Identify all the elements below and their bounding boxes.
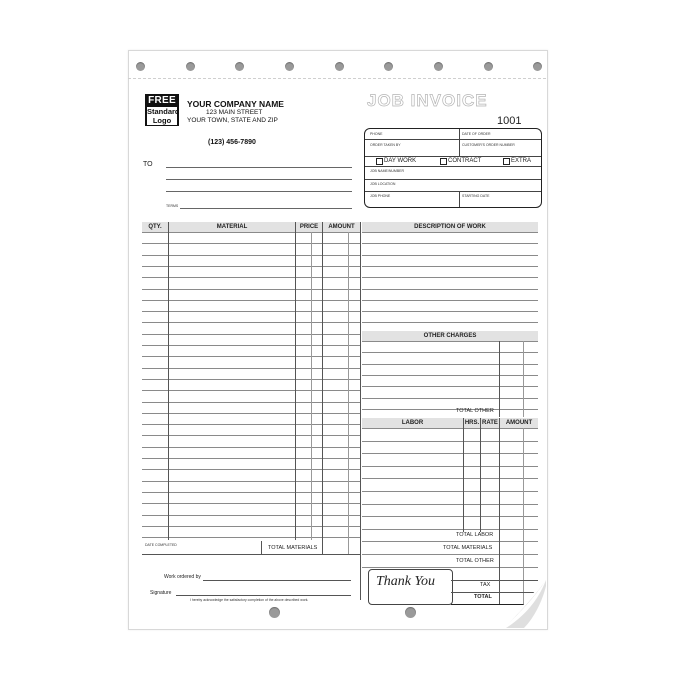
description-row-line bbox=[362, 322, 538, 323]
description-row-line bbox=[362, 428, 538, 429]
description-row-line bbox=[362, 243, 538, 244]
description-row-line bbox=[362, 352, 538, 353]
total-other-label: TOTAL OTHER bbox=[456, 408, 494, 414]
material-header: MATERIAL bbox=[169, 222, 295, 232]
description-row-line bbox=[362, 567, 538, 568]
date-completed-label: DATE COMPLETED bbox=[145, 543, 177, 547]
acknowledgement-text: I hereby acknowledge the satisfactory completion of the above described work. bbox=[190, 598, 309, 602]
punch-hole bbox=[269, 607, 280, 618]
description-row-line bbox=[362, 364, 538, 365]
company-street: 123 MAIN STREET bbox=[206, 109, 263, 116]
description-row-line bbox=[362, 554, 538, 555]
materials-row-line bbox=[142, 300, 360, 301]
description-row-line bbox=[362, 541, 538, 542]
total-labor-label: TOTAL LABOR bbox=[456, 532, 494, 538]
info-row-divider bbox=[365, 139, 541, 140]
materials-row-line bbox=[142, 413, 360, 414]
description-row-line bbox=[362, 341, 538, 342]
other-charges-header: OTHER CHARGES bbox=[362, 331, 538, 341]
summary-total-other-label: TOTAL OTHER bbox=[456, 558, 494, 564]
order-taken-by-label: ORDER TAKEN BY bbox=[370, 143, 401, 147]
labor-rate-divider bbox=[480, 418, 481, 532]
description-row-line bbox=[362, 504, 538, 505]
description-row-line bbox=[362, 386, 538, 387]
contract-checkbox[interactable] bbox=[440, 158, 447, 165]
qty-header: QTY. bbox=[142, 222, 168, 232]
contract-label: CONTRACT bbox=[448, 158, 482, 164]
page-curl bbox=[504, 578, 548, 630]
description-row-line bbox=[362, 491, 538, 492]
description-row-line bbox=[362, 409, 538, 410]
logo-line1: FREE bbox=[148, 95, 176, 106]
thank-you-text: Thank You bbox=[376, 574, 436, 589]
info-row-divider bbox=[365, 156, 541, 157]
materials-row-line bbox=[142, 277, 360, 278]
to-address-line[interactable] bbox=[166, 179, 352, 180]
materials-row-line bbox=[142, 481, 360, 482]
materials-row-line bbox=[142, 492, 360, 493]
materials-row-line bbox=[142, 526, 360, 527]
punch-hole bbox=[384, 62, 393, 71]
to-address-line[interactable] bbox=[166, 167, 352, 168]
price-column-divider bbox=[322, 222, 323, 554]
materials-row-line bbox=[142, 356, 360, 357]
description-row-line bbox=[362, 289, 538, 290]
materials-row-line bbox=[142, 537, 360, 538]
description-row-line bbox=[362, 466, 538, 467]
total-label: TOTAL bbox=[474, 594, 492, 600]
materials-row-line bbox=[142, 503, 360, 504]
other-charges-cents-divider bbox=[523, 341, 524, 417]
customer-order-number-label: CUSTOMER'S ORDER NUMBER bbox=[462, 143, 515, 147]
extra-label: EXTRA bbox=[511, 158, 532, 164]
terms-label: TERMS bbox=[166, 204, 179, 208]
description-row-line bbox=[362, 232, 538, 233]
description-row-line bbox=[362, 266, 538, 267]
description-header: DESCRIPTION OF WORK bbox=[362, 222, 538, 232]
center-divider bbox=[360, 222, 361, 600]
materials-row-line bbox=[142, 266, 360, 267]
description-row-line bbox=[362, 255, 538, 256]
description-row-line bbox=[362, 398, 538, 399]
terms-line[interactable] bbox=[180, 208, 352, 209]
materials-row-line bbox=[142, 243, 360, 244]
materials-row-line bbox=[142, 458, 360, 459]
description-row-line bbox=[362, 516, 538, 517]
info-divider bbox=[459, 129, 460, 157]
materials-row-line bbox=[142, 334, 360, 335]
other-charges-divider bbox=[499, 341, 500, 417]
description-row-line bbox=[362, 311, 538, 312]
materials-row-line bbox=[142, 311, 360, 312]
amount-header: AMOUNT bbox=[323, 222, 360, 232]
company-name: YOUR COMPANY NAME bbox=[187, 99, 284, 109]
info-row-divider bbox=[365, 191, 541, 192]
company-city: YOUR TOWN, STATE AND ZIP bbox=[187, 117, 278, 124]
job-phone-label: JOB PHONE bbox=[370, 194, 391, 198]
info-divider bbox=[459, 191, 460, 207]
date-of-order-label: DATE OF ORDER bbox=[462, 132, 491, 136]
punch-hole bbox=[335, 62, 344, 71]
materials-row-line bbox=[142, 424, 360, 425]
labor-amount-header: AMOUNT bbox=[500, 418, 538, 428]
tax-label: TAX bbox=[480, 582, 491, 588]
phone-label: PHONE bbox=[370, 132, 383, 136]
description-row-line bbox=[362, 375, 538, 376]
starting-date-label: STARTING DATE bbox=[462, 194, 490, 198]
materials-row-line bbox=[142, 232, 360, 233]
logo-line3: Logo bbox=[147, 117, 177, 126]
info-row-divider bbox=[365, 179, 541, 180]
info-row-divider bbox=[365, 166, 541, 167]
description-row-line bbox=[362, 453, 538, 454]
signature-line[interactable] bbox=[176, 595, 351, 596]
order-info-box bbox=[364, 128, 542, 208]
qty-column-divider bbox=[168, 222, 169, 540]
work-ordered-by-line[interactable] bbox=[203, 580, 351, 581]
punch-hole bbox=[285, 62, 294, 71]
description-row-line bbox=[362, 529, 538, 530]
logo-line2: Standard bbox=[147, 107, 180, 116]
punch-hole bbox=[136, 62, 145, 71]
total-materials-divider bbox=[261, 541, 262, 554]
labor-header: LABOR bbox=[362, 418, 463, 428]
description-row-line bbox=[362, 277, 538, 278]
amount-cents-divider bbox=[348, 232, 349, 554]
invoice-number: 1001 bbox=[497, 115, 522, 127]
material-column-divider bbox=[295, 222, 296, 540]
extra-checkbox[interactable] bbox=[503, 158, 510, 165]
work-ordered-by-label: Work ordered by bbox=[164, 574, 201, 580]
materials-row-line bbox=[142, 322, 360, 323]
hrs-header: HRS. bbox=[464, 420, 480, 426]
materials-row-line bbox=[142, 435, 360, 436]
summary-total-materials-label: TOTAL MATERIALS bbox=[443, 545, 493, 551]
total-materials-label: TOTAL MATERIALS bbox=[268, 545, 318, 551]
rate-header: RATE bbox=[482, 420, 498, 426]
labor-hrs-divider bbox=[463, 418, 464, 532]
price-header: PRICE bbox=[296, 222, 322, 232]
description-row-line bbox=[362, 441, 538, 442]
materials-row-line bbox=[142, 255, 360, 256]
materials-row-line bbox=[142, 469, 360, 470]
punch-hole bbox=[186, 62, 195, 71]
company-phone: (123) 456-7890 bbox=[208, 139, 256, 146]
to-address-line[interactable] bbox=[166, 191, 352, 192]
punch-hole bbox=[533, 62, 542, 71]
materials-row-line bbox=[142, 515, 360, 516]
punch-hole bbox=[434, 62, 443, 71]
punch-hole bbox=[405, 607, 416, 618]
signature-label: Signature bbox=[150, 590, 172, 596]
punch-hole bbox=[235, 62, 244, 71]
materials-row-line bbox=[142, 289, 360, 290]
description-row-line bbox=[362, 478, 538, 479]
job-location-label: JOB LOCATION bbox=[370, 182, 396, 186]
materials-row-line bbox=[142, 379, 360, 380]
company-logo bbox=[145, 94, 179, 126]
materials-bottom-line bbox=[142, 554, 360, 555]
punch-hole bbox=[484, 62, 493, 71]
materials-row-line bbox=[142, 368, 360, 369]
materials-row-line bbox=[142, 345, 360, 346]
materials-row-line bbox=[142, 447, 360, 448]
day-work-checkbox[interactable] bbox=[376, 158, 383, 165]
description-row-line bbox=[362, 300, 538, 301]
to-label: TO bbox=[143, 161, 153, 168]
labor-amount-divider bbox=[499, 418, 500, 605]
materials-row-line bbox=[142, 402, 360, 403]
price-cents-divider bbox=[311, 232, 312, 540]
perforation-line bbox=[128, 78, 546, 79]
materials-row-line bbox=[142, 390, 360, 391]
day-work-label: DAY WORK bbox=[384, 158, 417, 164]
document-title: JOB INVOICE bbox=[367, 91, 488, 110]
job-name-number-label: JOB NAME/NUMBER bbox=[370, 169, 405, 173]
